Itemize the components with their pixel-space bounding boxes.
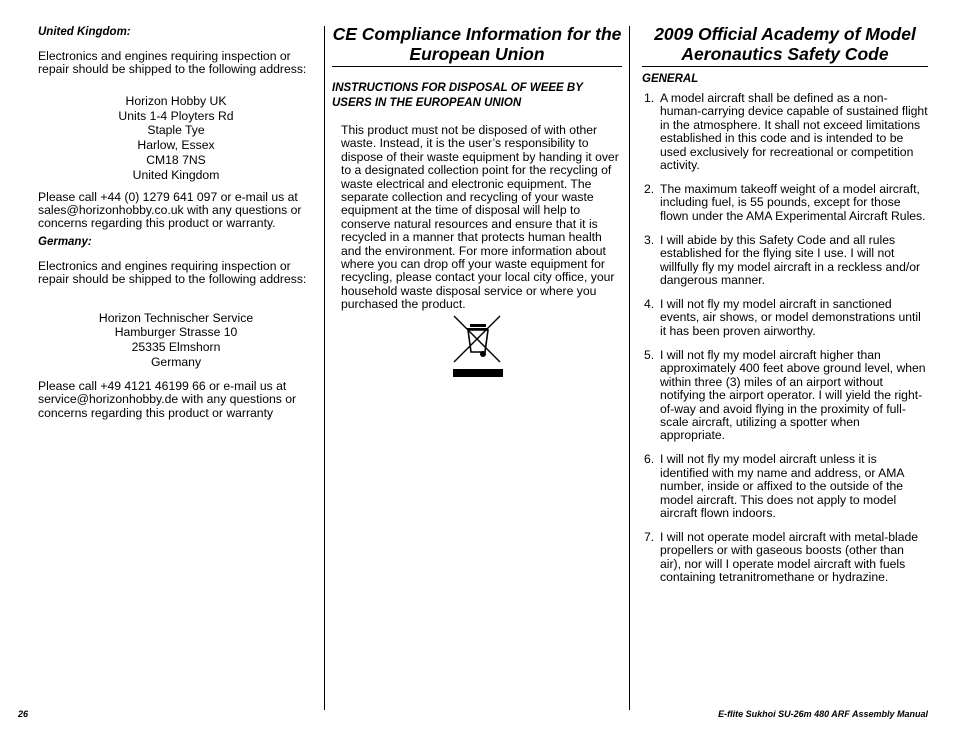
address-line: Germany bbox=[150, 355, 202, 370]
page-number: 26 bbox=[18, 709, 29, 719]
item-text: I will not fly my model aircraft unless it is identified with my name and address, or AMA number, inside or affixed to the outside of the model aircraft. This does not apply to model aircraft flown indoors. bbox=[660, 452, 904, 520]
address-line: Horizon Technischer Service bbox=[98, 310, 254, 325]
manual-title: E-flite Sukhoi SU-26m 480 ARF Assembly Manual bbox=[718, 709, 928, 719]
list-item bbox=[642, 92, 928, 172]
item-number: 7. bbox=[644, 529, 655, 544]
list-item bbox=[642, 234, 928, 288]
address-line: Units 1-4 Ployters Rd bbox=[118, 108, 234, 123]
ama-column bbox=[642, 22, 928, 595]
address-line: Horizon Hobby UK bbox=[125, 93, 227, 108]
item-text: I will not operate model aircraft with metal-blade propellers or with gaseous boosts (other than air), nor will I operate model aircraft with fuels containing tetranitromethane or hydrazine. bbox=[660, 529, 919, 585]
address-line: CM18 7NS bbox=[146, 153, 206, 167]
item-number: 4. bbox=[644, 297, 655, 312]
germany-address bbox=[38, 311, 314, 370]
item-number: 6. bbox=[644, 452, 655, 467]
item-number: 3. bbox=[644, 232, 655, 247]
address-line: 25335 Elmshorn bbox=[131, 340, 221, 355]
ce-column bbox=[332, 22, 622, 312]
item-text: I will not fly my model aircraft in sanctioned events, air shows, or model demonstrations until it has been proven airworthy. bbox=[660, 297, 921, 338]
address-line: Staple Tye bbox=[147, 123, 205, 138]
uk-heading: United Kingdom: bbox=[38, 26, 131, 38]
uk-address bbox=[38, 94, 314, 183]
item-text: A model aircraft shall be defined as a non-human-carrying device capable of sustained flight in the atmosphere. It shall not exceed limitations established in this code and is intended to be used exclusively for recreational or competition activity. bbox=[660, 91, 928, 173]
safety-code-list bbox=[642, 92, 928, 585]
uk-intro: Electronics and engines requiring inspection or repair should be shipped to the following address: bbox=[38, 49, 307, 77]
list-item bbox=[642, 298, 928, 338]
address-line: Hamburger Strasse 10 bbox=[114, 325, 238, 340]
uk-contact: Please call +44 (0) 1279 641 097 or e-mail us at sales@horizonhobby.co.uk with any questions or concerns regarding this product or warranty. bbox=[38, 189, 302, 231]
germany-intro: Electronics and engines requiring inspection or repair should be shipped to the following address: bbox=[38, 258, 307, 287]
list-item bbox=[642, 531, 928, 585]
list-item bbox=[642, 453, 928, 520]
ce-subheading: INSTRUCTIONS FOR DISPOSAL OF WEEE BY USERS IN THE EUROPEAN UNION bbox=[332, 82, 583, 109]
column-divider-2 bbox=[629, 26, 630, 710]
ama-subheading: GENERAL bbox=[642, 73, 699, 85]
item-text: I will abide by this Safety Code and all rules established for the flying site I use. I will not willfully fly my model aircraft in a reckless and/or dangerous manner. bbox=[660, 232, 921, 288]
column-divider-1 bbox=[324, 26, 325, 710]
item-number: 2. bbox=[644, 182, 655, 197]
item-text: The maximum takeoff weight of a model aircraft, including fuel, is 55 pounds, except for those flown under the AMA Experimental Aircraft Rules. bbox=[660, 182, 926, 223]
address-line: Harlow, Essex bbox=[137, 138, 215, 153]
item-number: 5. bbox=[644, 347, 655, 362]
ce-title: CE Compliance Information for the European Union bbox=[332, 24, 622, 67]
item-number: 1. bbox=[644, 91, 655, 105]
germany-heading: Germany: bbox=[38, 235, 92, 248]
crossed-out-wheelie-bin-icon bbox=[452, 314, 504, 378]
item-text: I will not fly my model aircraft higher than approximately 400 feet above ground level, when within three (3) miles of an airport without notifying the airport operator. I will yield the right-of-way and avoid flying in the proximity of full-scale aircraft, utilizing a spotter when appropriate. bbox=[660, 347, 926, 443]
shipping-column bbox=[38, 22, 314, 420]
address-line: United Kingdom bbox=[132, 167, 220, 182]
ama-title: 2009 Official Academy of Model Aeronautics Safety Code bbox=[642, 24, 928, 67]
ce-body: This product must not be disposed of with other waste. Instead, it is the user’s responsibility to dispose of their waste equipment by handing it over to a designated collection point for the recycling of waste electrical and electronic equipment. The separate collection and recycling of your waste equipment at the time of disposal will help to conserve natural resources and ensure that it is recycled in a manner that protects human health and the environment. For more information about where you can drop off your waste equipment for recycling, please contact your local city office, your household waste disposal service or where you purchased the product. bbox=[341, 123, 619, 312]
list-item bbox=[642, 183, 928, 223]
germany-contact: Please call +49 4121 46199 66 or e-mail us at service@horizonhobby.de with any questions or concerns regarding this product or warranty bbox=[38, 378, 297, 420]
list-item bbox=[642, 349, 928, 443]
